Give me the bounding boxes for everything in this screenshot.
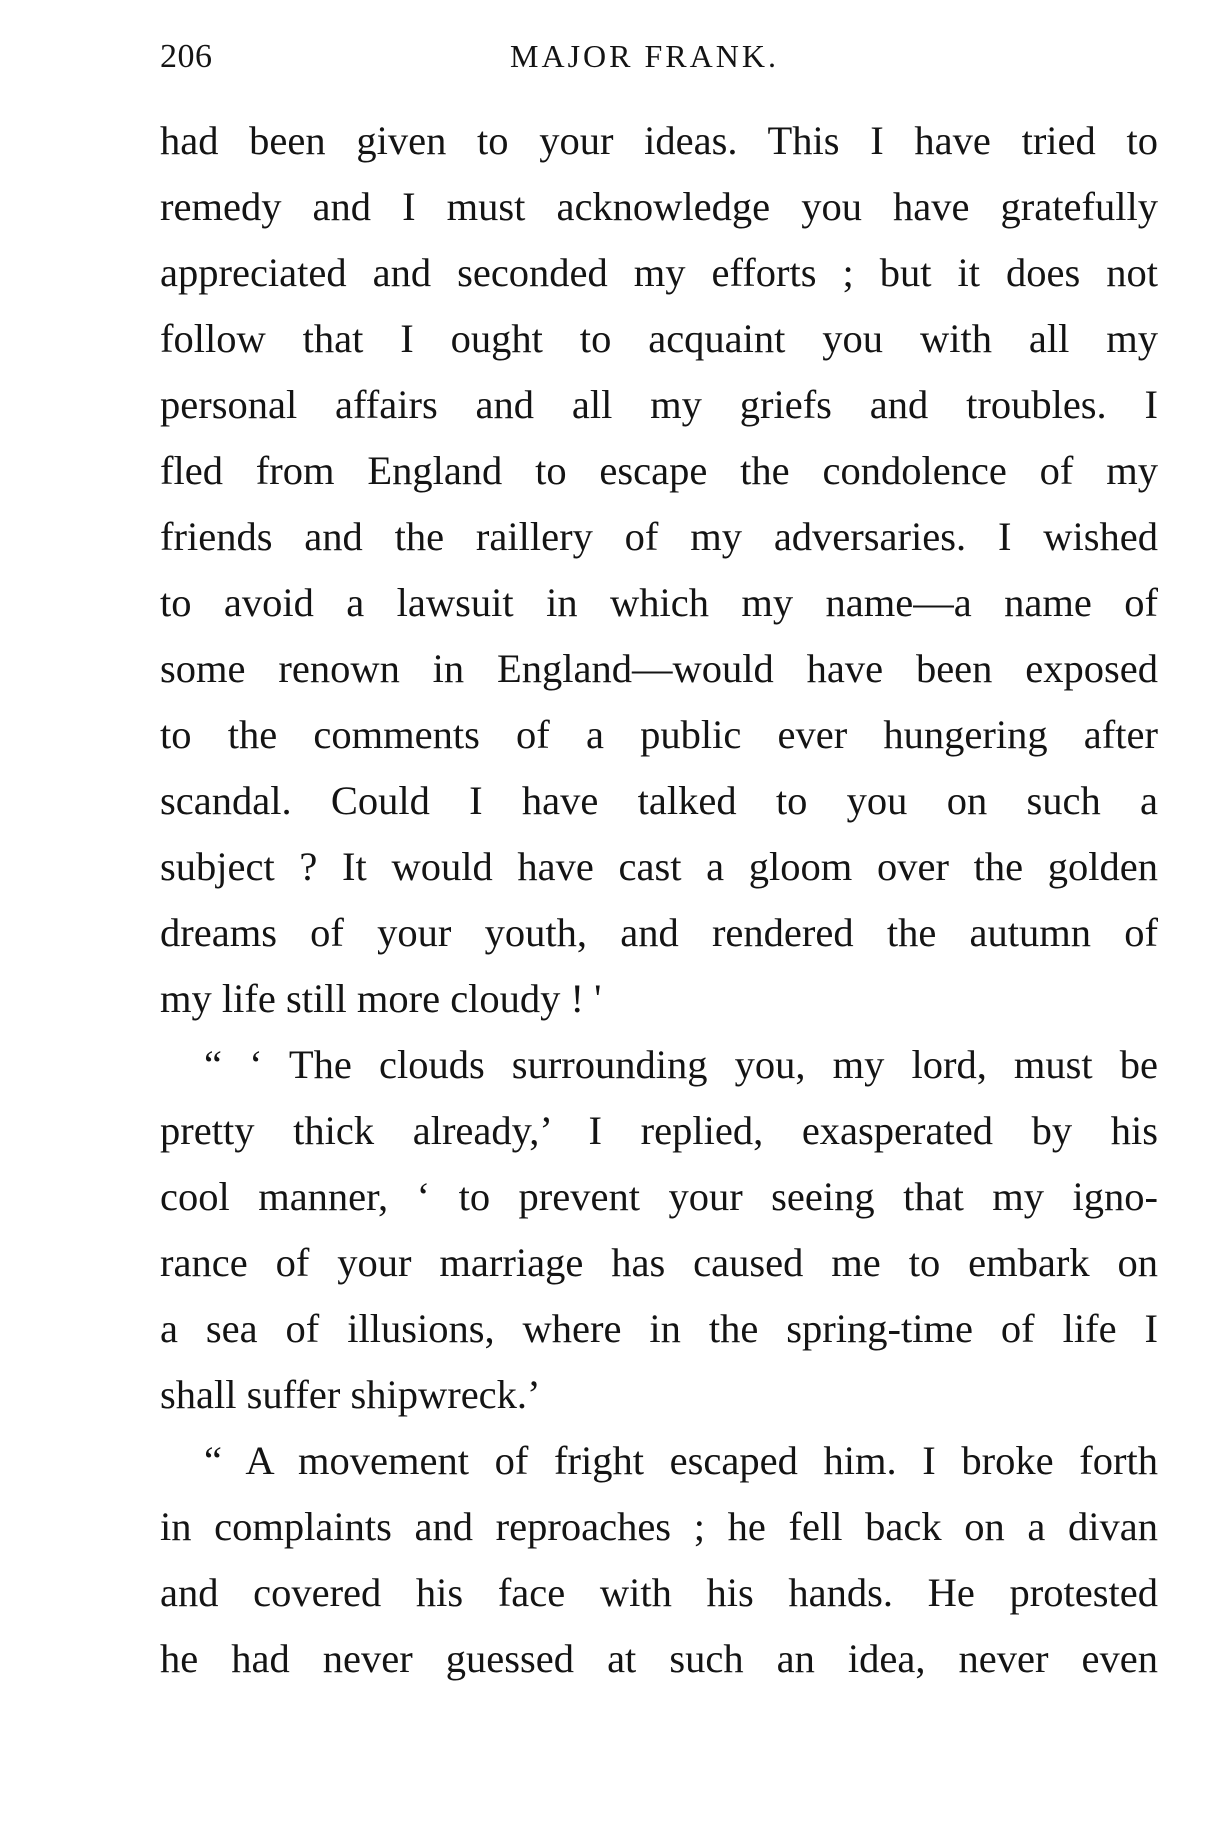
text-line: and covered his face with his hands. He protested — [160, 1570, 1158, 1615]
text-line: remedy and I must acknowledge you have gratefully — [160, 184, 1158, 229]
text-line: “ A movement of fright escaped him. I broke forth — [204, 1438, 1158, 1483]
text-line: my life still more cloudy ! ' — [160, 976, 602, 1021]
text-line: subject ? It would have cast a gloom over the golden — [160, 844, 1158, 889]
text-line: to avoid a lawsuit in which my name—a name of — [160, 580, 1158, 625]
text-line: a sea of illusions, where in the spring-time of life I — [160, 1306, 1158, 1351]
text-line: cool manner, ‘ to prevent your seeing that my igno- — [160, 1174, 1158, 1219]
text-line: some renown in England—would have been exposed — [160, 646, 1158, 691]
text-line: “ ‘ The clouds surrounding you, my lord, must be — [204, 1042, 1158, 1087]
text-line: shall suffer shipwreck.’ — [160, 1372, 541, 1417]
text-line: appreciated and seconded my efforts ; but it does not — [160, 250, 1158, 295]
text-line: he had never guessed at such an idea, never even — [160, 1636, 1158, 1681]
body-text — [160, 108, 1158, 1692]
text-line: in complaints and reproaches ; he fell back on a divan — [160, 1504, 1158, 1549]
text-line: rance of your marriage has caused me to embark on — [160, 1240, 1158, 1285]
text-line: to the comments of a public ever hungering after — [160, 712, 1158, 757]
text-line: friends and the raillery of my adversaries. I wished — [160, 514, 1158, 559]
running-head — [160, 38, 1150, 88]
text-line: had been given to your ideas. This I have tried to — [160, 118, 1158, 163]
text-line: dreams of your youth, and rendered the autumn of — [160, 910, 1158, 955]
page-number: 206 — [160, 38, 213, 75]
text-line: pretty thick already,’ I replied, exasperated by his — [160, 1108, 1158, 1153]
text-line: fled from England to escape the condolence of my — [160, 448, 1158, 493]
text-line: scandal. Could I have talked to you on such a — [160, 778, 1158, 823]
text-line: follow that I ought to acquaint you with all my — [160, 316, 1158, 361]
page-title: MAJOR FRANK. — [510, 38, 779, 74]
text-line: personal affairs and all my griefs and troubles. I — [160, 382, 1158, 427]
